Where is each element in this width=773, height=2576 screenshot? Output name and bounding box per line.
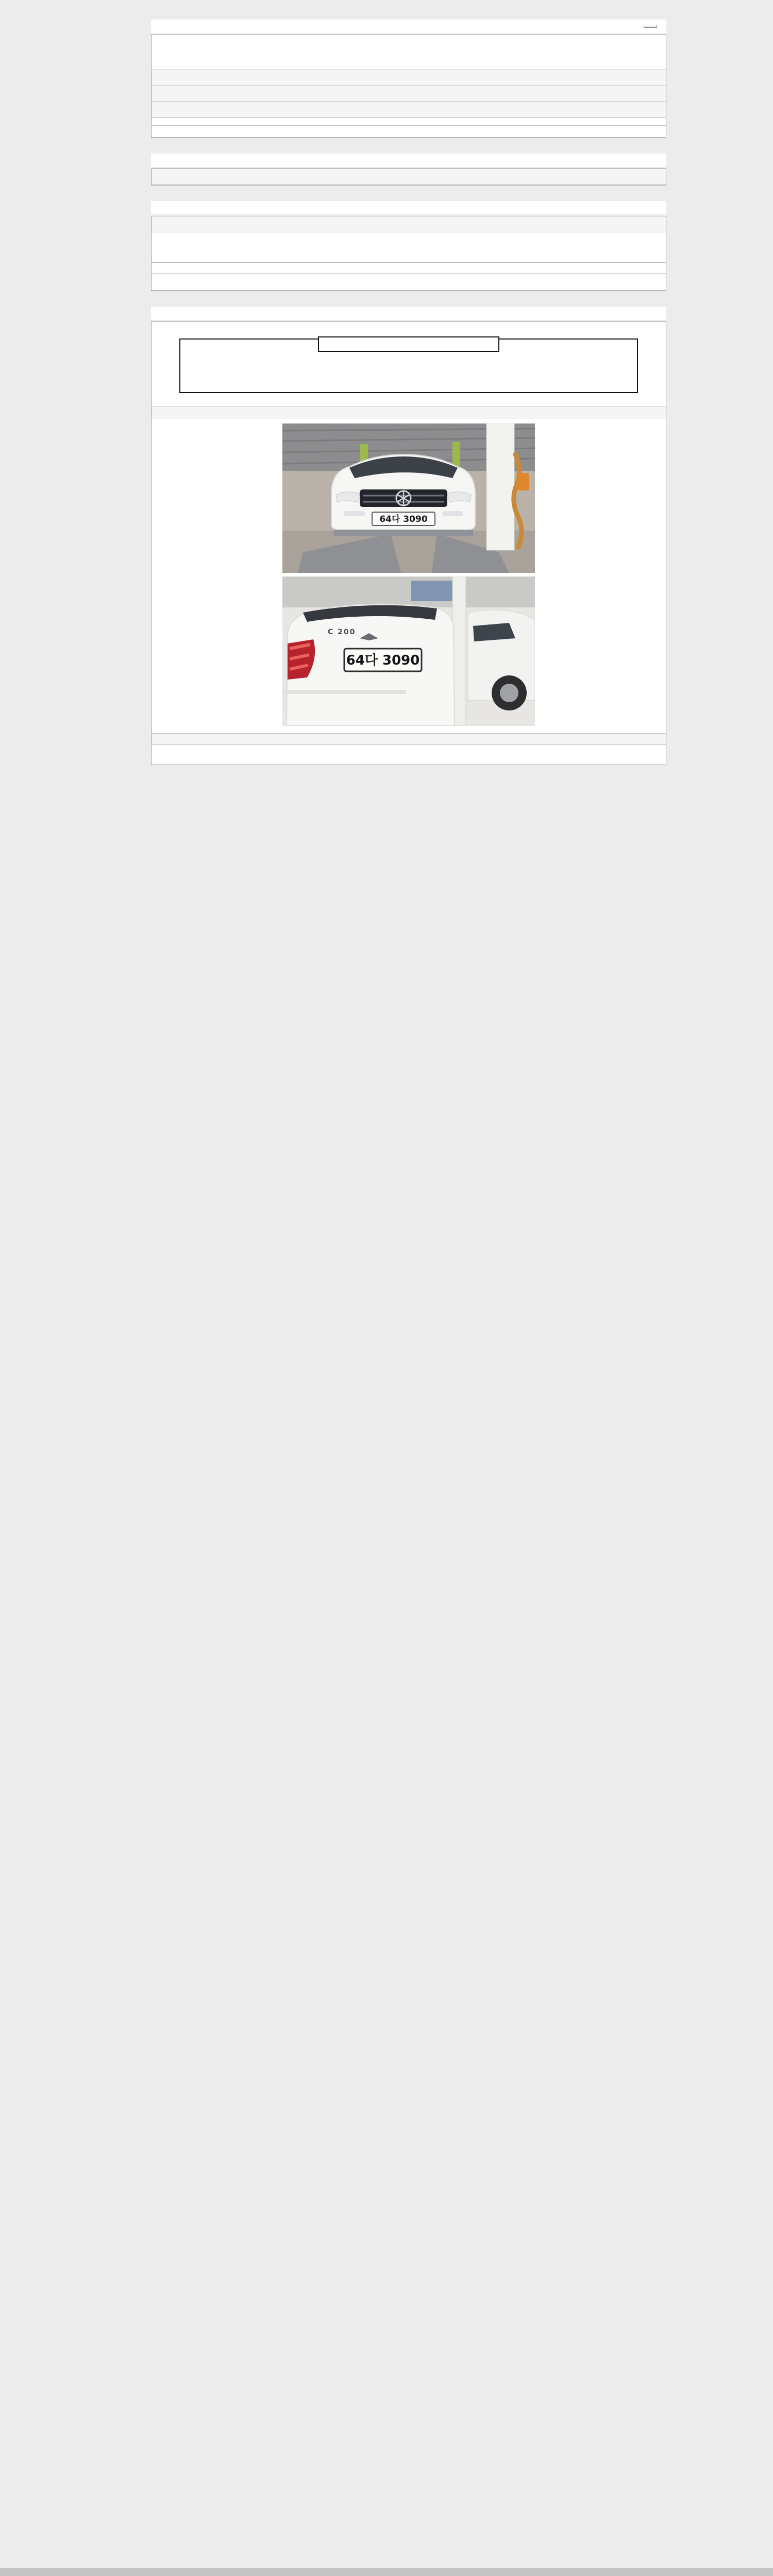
section-etc-header [152,216,666,232]
license-plate-rear: 64다 3090 [346,653,420,668]
page-1 [151,35,666,138]
white-car-front [331,454,475,530]
inspection-photos [152,418,666,733]
document-header [152,35,666,70]
print-button[interactable] [644,25,657,28]
section-detail-header [152,169,666,185]
bottom-scrollbar[interactable] [0,2568,773,2576]
car-damage-diagram [152,126,666,138]
section-accident-header [152,102,666,118]
page-4 [151,321,666,765]
section-sign-header [152,733,666,745]
state-code-legend [152,118,666,126]
photo-front-view [282,423,535,573]
photo-rear-view [282,577,535,726]
section-basic-header [152,70,666,86]
price-basis-note [152,263,666,274]
section-overall-header [152,86,666,102]
pricing-info-title [318,336,499,352]
background-suv [468,610,535,710]
page-marker-strip-3 [151,201,666,214]
signature-block [152,745,666,765]
page-3 [151,216,666,291]
license-plate-front: 64다 3090 [379,514,428,524]
print-toolbar [151,20,666,33]
page-marker-strip-2 [151,154,666,167]
inspection-banner [486,423,514,550]
white-car-rear [282,604,455,726]
report-content [151,0,666,781]
document-number-line [152,54,666,61]
section-photos-header [152,406,666,418]
page-2 [151,168,666,185]
final-price-row [152,232,666,263]
model-badge: C 200 [328,628,356,636]
section-notes-title [152,274,666,291]
page-marker-strip-4 [151,307,666,320]
